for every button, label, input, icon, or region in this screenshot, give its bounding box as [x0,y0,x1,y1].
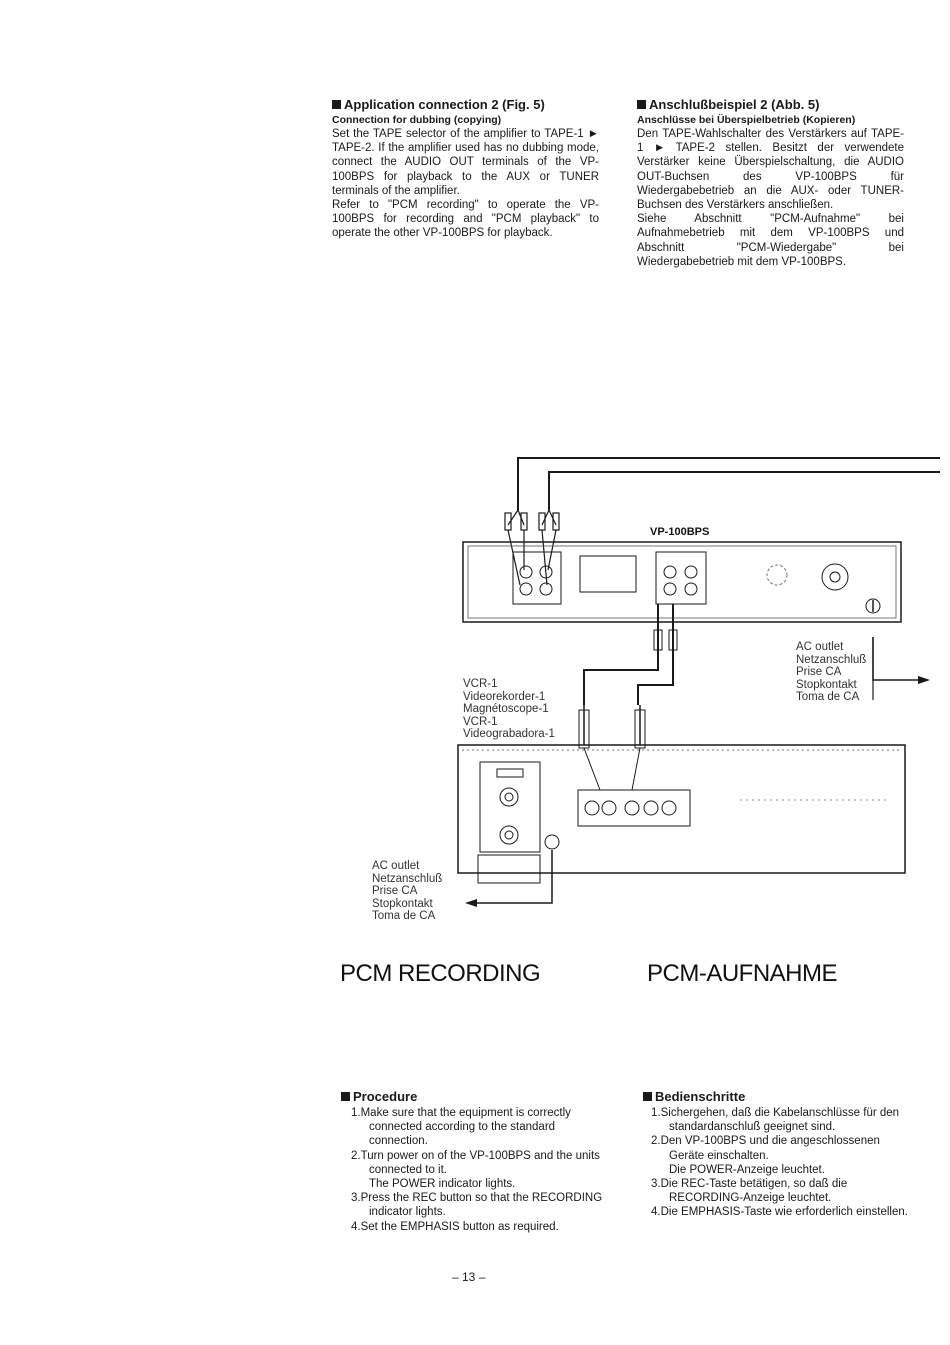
vcr-jack-strip [578,790,690,826]
section-de-heading: Anschlußbeispiel 2 (Abb. 5) [637,97,904,112]
procedure-en-note: The POWER indicator lights. [369,1178,516,1191]
ac-outlet-label-right: AC outlet Netzanschluß Prise CA Stopkontakt Toma de CA [796,641,867,703]
video-jack-panel [656,552,706,604]
procedure-en-step: 1.Make sure that the equipment is correctly connected according to the standard connection. [351,1107,571,1148]
section-en-paragraph-1: Set the TAPE selector of the amplifier to TAPE-1 ► TAPE-2. If the amplifier used has no dubbing mode, connect the AUDIO OUT terminals of the VP-100BPS for playback to the AUX or TUNER terminals of the amplifier. [332,128,599,197]
title-pcm-aufnahme: PCM-AUFNAHME [647,960,837,987]
display-window [580,556,636,592]
procedure-de-step: 2.Den VP-100BPS und die angeschlossenen Geräte einschalten. [651,1135,880,1162]
audio-jack-panel [513,552,561,604]
title-pcm-recording: PCM RECORDING [340,960,541,987]
procedure-en-step: 4.Set the EMPHASIS button as required. [351,1220,559,1233]
section-en-paragraph-2: Refer to "PCM recording" to operate the VP-100BPS for recording and "PCM playback" to operate the other VP-100BPS for playback. [332,199,599,240]
procedure-de-note: Die POWER-Anzeige leuchtet. [669,1163,825,1176]
procedure-de-step: 3.Die REC-Taste betätigen, so daß die RECORDING-Anzeige leuchtet. [651,1178,848,1205]
vp100bps-label: VP-100BPS [650,526,710,538]
section-en-heading: Application connection 2 (Fig. 5) [332,97,599,112]
line-in-connector-icon [822,564,848,590]
vcr-label: VCR-1 Videorekorder-1 Magnétoscope-1 VCR-1 Videograbadora-1 [463,678,555,740]
procedure-de-step: 1.Sichergehen, daß die Kabelanschlüsse für den standardanschluß geeignet sind. [651,1107,900,1134]
procedure-de-steps [643,1106,908,1220]
procedure-en-step: 2.Turn power on of the VP-100BPS and the units connected to it. [351,1149,600,1176]
section-en-subheading: Connection for dubbing (copying) [332,114,502,126]
section-de-paragraph-1: Den TAPE-Wahlschalter des Verstärkers auf TAPE-1 ► TAPE-2 stellen. Besitzt der verwendete Verstärker keine Überspielschaltung, die AUDIO OUT-Buchsen des VP-100BPS für Wiedergabebetrieb an die AUX- oder TUNER-Buchsen des Verstärkers anschließen. [637,128,904,212]
procedure-de [643,1089,908,1220]
procedure-de-step: 4.Die EMPHASIS-Taste wie erforderlich einstellen. [651,1206,908,1219]
section-de-paragraph-2: Siehe Abschnitt "PCM-Aufnahme" bei Aufnahmebetrieb mit dem VP-100BPS und Abschnitt "PCM-Wiedergabe" bei Wiedergabebetrieb mit dem VP-100BPS. [637,213,904,268]
procedure-en-steps [341,1106,611,1234]
vcr-rear-panel [458,745,905,873]
procedure-en-heading: Procedure [341,1089,611,1104]
page-number: – 13 – [452,1270,486,1284]
procedure-en [341,1089,611,1234]
section-de-subheading: Anschlüsse bei Überspielbetrieb (Kopieren) [637,114,856,126]
procedure-de-heading: Bedienschritte [643,1089,908,1104]
procedure-en-step: 3.Press the REC button so that the RECORDING indicator lights. [351,1192,603,1219]
fuse-icon [767,565,787,585]
ac-outlet-label-left: AC outlet Netzanschluß Prise CA Stopkontakt Toma de CA [372,860,443,922]
